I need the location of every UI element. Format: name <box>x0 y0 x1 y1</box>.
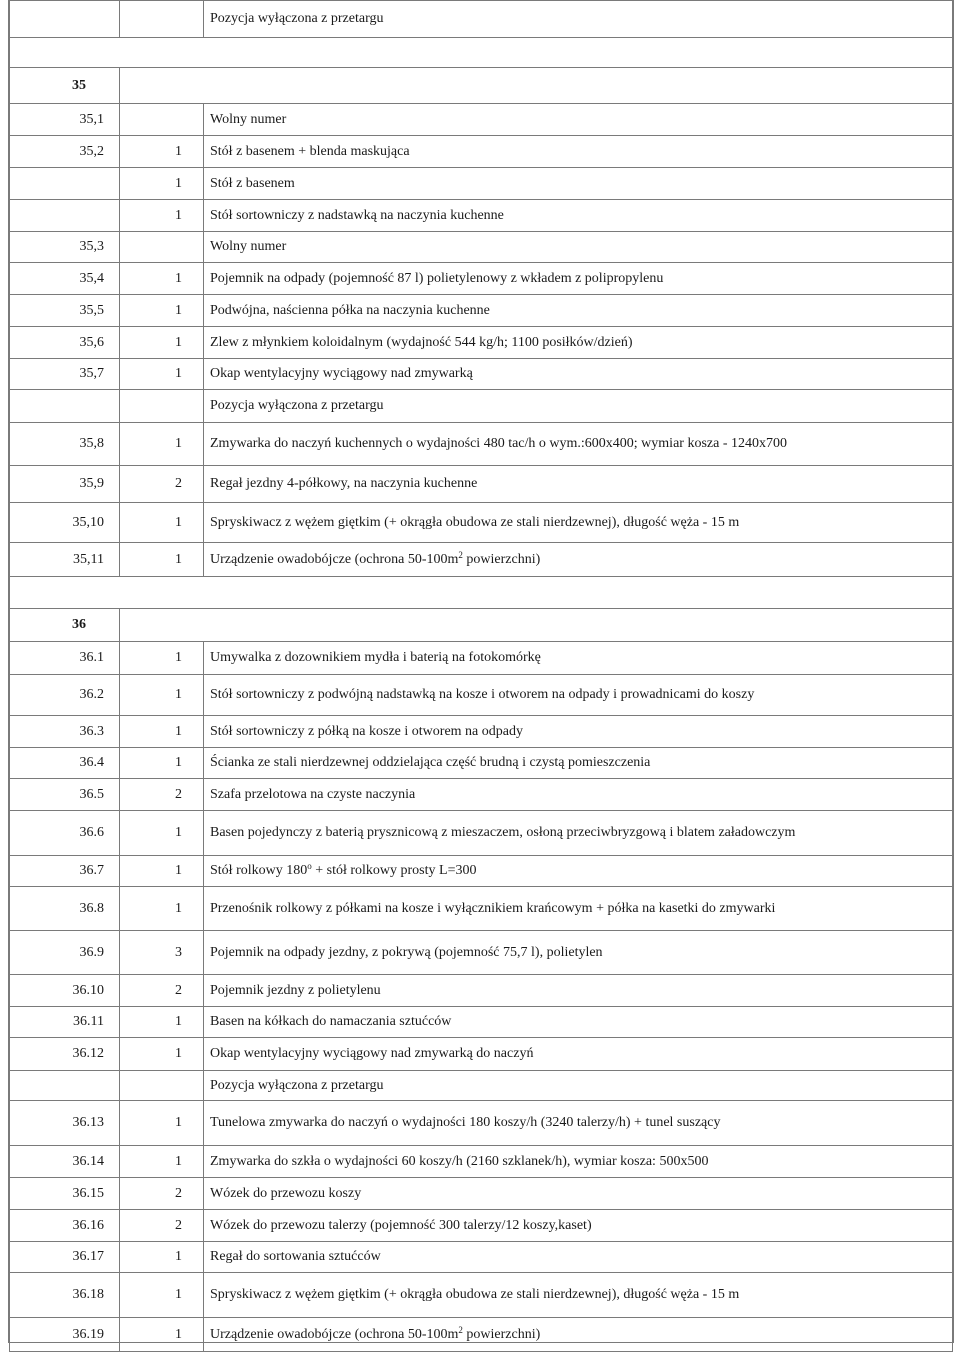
item-number: 36.11 <box>10 1007 120 1038</box>
item-quantity: 2 <box>120 779 204 811</box>
item-description <box>204 716 953 748</box>
item-description <box>204 1038 953 1071</box>
item-description-text: Stół sortowniczy z nadstawką na naczynia kuchenne <box>210 207 504 223</box>
item-description-text: Regał do sortowania sztućców <box>210 1249 381 1264</box>
item-number: 35,7 <box>10 359 120 390</box>
item-quantity: 1 <box>120 1007 204 1038</box>
spacer-cell <box>10 38 953 68</box>
item-description-text: Urządzenie owadobójcze (ochrona 50-100m <box>210 551 459 567</box>
item-number: 36.15 <box>10 1178 120 1210</box>
item-quantity: 1 <box>120 295 204 327</box>
table-row <box>10 359 953 390</box>
item-number: 36.6 <box>10 811 120 856</box>
item-description-text: Pojemnik na odpady (pojemność 87 l) polietylenowy z wkładem z polipropylenu <box>210 270 664 286</box>
item-description-text: Spryskiwacz z wężem giętkim (+ okrągła obudowa ze stali nierdzewnej), długość węża - 15 m <box>210 1287 740 1302</box>
item-quantity: 2 <box>120 975 204 1007</box>
item-description <box>204 327 953 359</box>
table-row <box>10 748 953 779</box>
item-quantity: 1 <box>120 887 204 931</box>
item-description <box>204 104 953 136</box>
item-description <box>204 1178 953 1210</box>
table-row <box>10 1318 953 1352</box>
item-number: 35,3 <box>10 232 120 263</box>
table-row <box>10 1242 953 1273</box>
item-number <box>10 168 120 200</box>
item-description-text: Regał jezdny 4-półkowy, na naczynia kuchenne <box>210 476 478 491</box>
table-row <box>10 423 953 466</box>
table-row <box>10 327 953 359</box>
item-description <box>204 1071 953 1101</box>
item-quantity: 1 <box>120 748 204 779</box>
item-description-text: Zmywarka do naczyń kuchennych o wydajności 480 tac/h o wym.:600x400; wymiar kosza - 1240x700 <box>210 436 787 451</box>
table-row <box>10 232 953 263</box>
table-row <box>10 1210 953 1242</box>
table-row <box>10 779 953 811</box>
item-number: 35,8 <box>10 423 120 466</box>
equipment-table <box>9 0 953 1352</box>
spacer-cell <box>10 577 953 609</box>
table-row <box>10 295 953 327</box>
item-description <box>204 423 953 466</box>
item-description-superscript: o <box>307 861 312 871</box>
section-number: 36 <box>10 609 120 642</box>
item-number: 36.14 <box>10 1146 120 1178</box>
item-description-superscript: 2 <box>458 1324 463 1335</box>
item-quantity <box>120 232 204 263</box>
item-description <box>204 295 953 327</box>
item-description <box>204 748 953 779</box>
item-description-text: Przenośnik rolkowy z półkami na kosze i wyłącznikiem krańcowym + półka na kasetki do zmywarki <box>210 900 776 916</box>
table-row <box>10 1 953 38</box>
item-description-text: Wolny numer <box>210 111 287 127</box>
item-description <box>204 811 953 856</box>
section-blank-cell <box>120 68 953 104</box>
item-quantity: 1 <box>120 136 204 168</box>
item-quantity <box>120 1 204 38</box>
item-quantity: 1 <box>120 1038 204 1071</box>
section-row <box>10 68 953 104</box>
item-description <box>204 856 953 887</box>
item-number: 36.13 <box>10 1101 120 1146</box>
item-description <box>204 779 953 811</box>
item-quantity <box>120 390 204 423</box>
item-description-text: Basen na kółkach do namaczania sztućców <box>210 1014 452 1029</box>
item-description-text: Stół sortowniczy z półką na kosze i otworem na odpady <box>210 723 523 739</box>
item-description <box>204 1146 953 1178</box>
item-description <box>204 263 953 295</box>
item-number: 36.10 <box>10 975 120 1007</box>
table-row <box>10 466 953 503</box>
item-description <box>204 1273 953 1318</box>
item-number: 36.7 <box>10 856 120 887</box>
table-row <box>10 136 953 168</box>
item-number: 36.9 <box>10 931 120 975</box>
item-description <box>204 931 953 975</box>
item-description <box>204 642 953 675</box>
item-description-text: Pozycja wyłączona z przetargu <box>210 398 384 413</box>
item-description-text: Podwójna, naścienna półka na naczynia kuchenne <box>210 302 490 318</box>
item-description-text: Wózek do przewozu talerzy (pojemność 300 talerzy/12 koszy,kaset) <box>210 1217 592 1233</box>
item-description <box>204 1007 953 1038</box>
table-row <box>10 642 953 675</box>
item-description-text: Okap wentylacyjny wyciągowy nad zmywarką <box>210 366 473 381</box>
table-row <box>10 975 953 1007</box>
document-page <box>8 0 954 1343</box>
item-number <box>10 1071 120 1101</box>
item-description-text: Tunelowa zmywarka do naczyń o wydajności 180 koszy/h (3240 talerzy/h) + tunel suszący <box>210 1115 721 1130</box>
item-description-text: Szafa przelotowa na czyste naczynia <box>210 786 416 802</box>
item-description <box>204 359 953 390</box>
item-quantity: 1 <box>120 811 204 856</box>
table-row <box>10 1007 953 1038</box>
item-number: 35,9 <box>10 466 120 503</box>
item-description <box>204 1210 953 1242</box>
item-quantity <box>120 1071 204 1101</box>
item-number: 35,10 <box>10 503 120 543</box>
item-number: 35,6 <box>10 327 120 359</box>
table-row <box>10 931 953 975</box>
table-row <box>10 811 953 856</box>
item-description-tail: + stół rolkowy prosty L=300 <box>311 863 477 878</box>
item-description <box>204 675 953 716</box>
spacer-row <box>10 38 953 68</box>
item-number: 36.12 <box>10 1038 120 1071</box>
table-row <box>10 390 953 423</box>
item-description <box>204 1318 953 1352</box>
table-row <box>10 887 953 931</box>
item-description <box>204 200 953 232</box>
item-number: 36.16 <box>10 1210 120 1242</box>
table-row <box>10 1101 953 1146</box>
item-description <box>204 503 953 543</box>
item-description-text: Stół rolkowy 180 <box>210 863 308 878</box>
item-description-tail: powierzchni) <box>462 551 541 567</box>
item-quantity: 1 <box>120 1318 204 1352</box>
item-description-text: Pojemnik na odpady jezdny, z pokrywą (pojemność 75,7 l), polietylen <box>210 944 603 960</box>
item-number: 36.5 <box>10 779 120 811</box>
item-number: 35,2 <box>10 136 120 168</box>
item-number: 36.17 <box>10 1242 120 1273</box>
item-description <box>204 1 953 38</box>
section-number: 35 <box>10 68 120 104</box>
item-quantity: 1 <box>120 327 204 359</box>
item-description-tail: powierzchni) <box>462 1326 541 1342</box>
item-description-text: Urządzenie owadobójcze (ochrona 50-100m <box>210 1326 459 1342</box>
item-quantity: 1 <box>120 543 204 577</box>
item-number: 35,4 <box>10 263 120 295</box>
table-row <box>10 503 953 543</box>
item-description-text: Ścianka ze stali nierdzewnej oddzielająca część brudną i czystą pomieszczenia <box>210 755 651 770</box>
table-row <box>10 1273 953 1318</box>
item-description-text: Pojemnik jezdny z polietylenu <box>210 982 381 998</box>
item-description-text: Stół z basenem + blenda maskująca <box>210 143 410 159</box>
item-number: 36.19 <box>10 1318 120 1352</box>
item-number: 36.1 <box>10 642 120 675</box>
table-row <box>10 543 953 577</box>
table-row <box>10 1146 953 1178</box>
item-description <box>204 975 953 1007</box>
item-description-text: Okap wentylacyjny wyciągowy nad zmywarką do naczyń <box>210 1046 534 1061</box>
table-row <box>10 200 953 232</box>
item-description-text: Pozycja wyłączona z przetargu <box>210 1077 384 1093</box>
item-number: 36.3 <box>10 716 120 748</box>
item-quantity: 1 <box>120 503 204 543</box>
item-quantity: 1 <box>120 675 204 716</box>
item-description <box>204 1242 953 1273</box>
item-description-text: Wolny numer <box>210 239 287 254</box>
item-number: 36.8 <box>10 887 120 931</box>
item-quantity: 1 <box>120 263 204 295</box>
item-description-text: Basen pojedynczy z baterią prysznicową z mieszaczem, osłoną przeciwbryzgową i blatem załadowczym <box>210 825 796 840</box>
item-quantity: 1 <box>120 1146 204 1178</box>
item-quantity: 2 <box>120 1178 204 1210</box>
item-number: 36.18 <box>10 1273 120 1318</box>
item-number: 35,1 <box>10 104 120 136</box>
item-description-text: Umywalka z dozownikiem mydła i baterią na fotokomórkę <box>210 650 541 665</box>
item-quantity: 1 <box>120 359 204 390</box>
item-description <box>204 232 953 263</box>
item-description <box>204 136 953 168</box>
table-row <box>10 675 953 716</box>
item-number <box>10 390 120 423</box>
spacer-row <box>10 577 953 609</box>
item-quantity: 1 <box>120 200 204 232</box>
item-number: 36.2 <box>10 675 120 716</box>
item-description-text: Wózek do przewozu koszy <box>210 1185 362 1201</box>
section-blank-cell <box>120 609 953 642</box>
equipment-table-body <box>10 1 953 1352</box>
item-quantity: 1 <box>120 1273 204 1318</box>
item-quantity: 1 <box>120 716 204 748</box>
table-row <box>10 716 953 748</box>
item-description <box>204 466 953 503</box>
item-description-text: Pozycja wyłączona z przetargu <box>210 11 384 26</box>
item-quantity: 1 <box>120 642 204 675</box>
table-row <box>10 856 953 887</box>
table-row <box>10 168 953 200</box>
item-quantity: 1 <box>120 856 204 887</box>
item-description <box>204 887 953 931</box>
item-quantity: 2 <box>120 466 204 503</box>
item-number <box>10 200 120 232</box>
table-row <box>10 1178 953 1210</box>
table-row <box>10 1071 953 1101</box>
item-number: 36.4 <box>10 748 120 779</box>
item-quantity: 1 <box>120 423 204 466</box>
item-number: 35,11 <box>10 543 120 577</box>
item-quantity: 1 <box>120 1101 204 1146</box>
item-description-text: Zmywarka do szkła o wydajności 60 koszy/h (2160 szklanek/h), wymiar kosza: 500x500 <box>210 1153 709 1169</box>
item-quantity: 1 <box>120 1242 204 1273</box>
item-description <box>204 168 953 200</box>
item-quantity: 2 <box>120 1210 204 1242</box>
item-quantity: 1 <box>120 168 204 200</box>
item-number <box>10 1 120 38</box>
item-description-text: Stół z basenem <box>210 175 295 191</box>
item-description-text: Stół sortowniczy z podwójną nadstawką na kosze i otworem na odpady i prowadnicami do koszy <box>210 687 755 702</box>
section-row <box>10 609 953 642</box>
item-description-text: Spryskiwacz z wężem giętkim (+ okrągła obudowa ze stali nierdzewnej), długość węża - 15 m <box>210 514 740 530</box>
table-row <box>10 104 953 136</box>
item-description <box>204 1101 953 1146</box>
item-description <box>204 390 953 423</box>
item-description-superscript: 2 <box>458 549 463 560</box>
table-row <box>10 1038 953 1071</box>
item-number: 35,5 <box>10 295 120 327</box>
item-description <box>204 543 953 577</box>
item-quantity <box>120 104 204 136</box>
item-description-text: Zlew z młynkiem koloidalnym (wydajność 544 kg/h; 1100 posiłków/dzień) <box>210 334 633 350</box>
table-row <box>10 263 953 295</box>
item-quantity: 3 <box>120 931 204 975</box>
